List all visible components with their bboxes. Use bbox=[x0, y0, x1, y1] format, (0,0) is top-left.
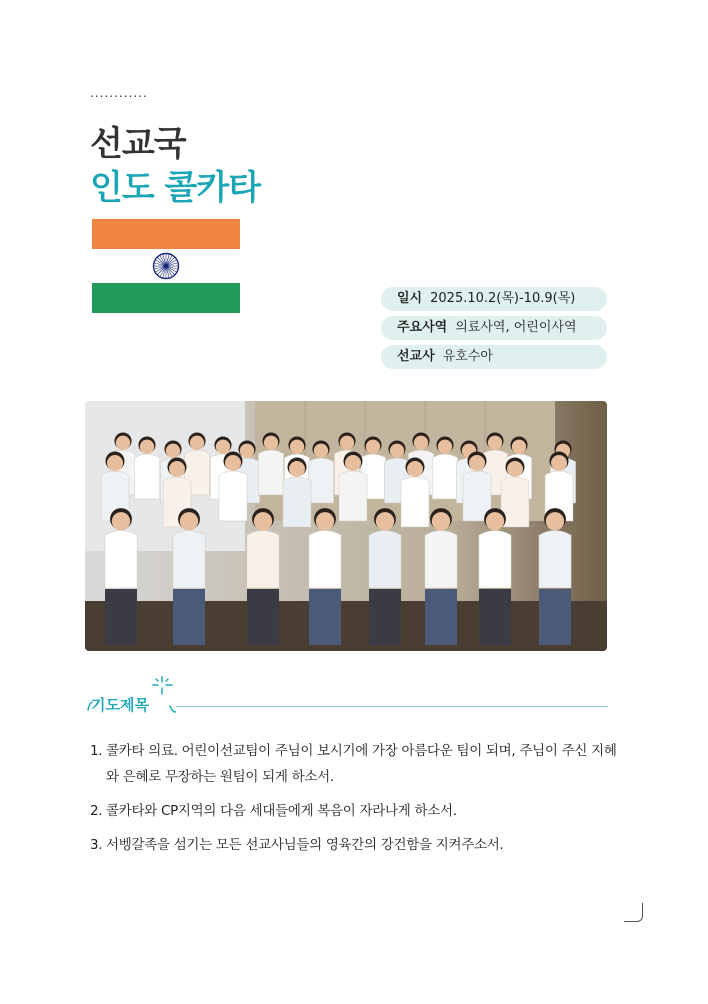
decorative-dots: ............ bbox=[90, 86, 148, 100]
person-figure bbox=[401, 477, 429, 527]
info-missionary-value: 유호수아 bbox=[442, 349, 493, 364]
prayer-item bbox=[90, 798, 620, 824]
group-photo bbox=[85, 401, 607, 651]
person-figure bbox=[105, 531, 137, 589]
page-corner-mark bbox=[624, 903, 643, 922]
prayer-item-number: 3. bbox=[90, 837, 103, 853]
info-date-value: 2025.10.2(목)-10.9(목) bbox=[430, 291, 576, 306]
prayer-item-text: 콜카타와 CP지역의 다음 세대들에게 복음이 자라나게 하소서. bbox=[106, 803, 457, 819]
prayer-list bbox=[90, 738, 620, 866]
page-title: 인도 콜카타 bbox=[90, 168, 261, 208]
flag-green-band bbox=[92, 283, 240, 313]
ashoka-chakra-icon bbox=[152, 252, 180, 280]
prayer-item-number: 2. bbox=[90, 803, 103, 819]
prayer-heading bbox=[86, 676, 608, 716]
prayer-heading-divider bbox=[176, 706, 608, 707]
person-figure bbox=[425, 531, 457, 589]
person-figure bbox=[309, 531, 341, 589]
person-figure bbox=[283, 477, 311, 527]
person-figure bbox=[173, 531, 205, 589]
info-ministry-value: 의료사역, 어린이사역 bbox=[455, 320, 577, 335]
prayer-heading-label: 기도제목 bbox=[91, 696, 149, 714]
info-list bbox=[381, 287, 607, 374]
info-date-key: 일시 bbox=[397, 291, 423, 306]
info-missionary bbox=[381, 345, 607, 369]
india-flag-icon bbox=[92, 219, 240, 313]
prayer-item bbox=[90, 832, 620, 858]
person-figure bbox=[369, 531, 401, 589]
prayer-item-text: 서벵갈족을 섬기는 모든 선교사님들의 영육간의 강건함을 지켜주소서. bbox=[106, 837, 504, 853]
person-figure bbox=[479, 531, 511, 589]
person-figure bbox=[247, 531, 279, 589]
flag-saffron-band bbox=[92, 219, 240, 249]
info-ministry bbox=[381, 316, 607, 340]
info-ministry-key: 주요사역 bbox=[397, 320, 448, 335]
person-figure bbox=[258, 450, 283, 495]
person-figure bbox=[339, 471, 367, 521]
person-figure bbox=[219, 471, 247, 521]
prayer-item bbox=[90, 738, 620, 790]
prayer-item-text: 콜카타 의료. 어린이선교팀이 주님이 보시기에 가장 아름다운 팀이 되며, 주님이 주신 지혜와 은혜로 무장하는 원팀이 되게 하소서. bbox=[106, 743, 617, 785]
person-figure bbox=[539, 531, 571, 589]
person-figure bbox=[432, 454, 457, 499]
info-date bbox=[381, 287, 607, 311]
person-figure bbox=[134, 454, 159, 499]
prayer-item-number: 1. bbox=[90, 743, 103, 759]
info-missionary-key: 선교사 bbox=[397, 349, 435, 364]
person-figure bbox=[308, 458, 333, 503]
section-label: 선교국 bbox=[90, 124, 186, 164]
